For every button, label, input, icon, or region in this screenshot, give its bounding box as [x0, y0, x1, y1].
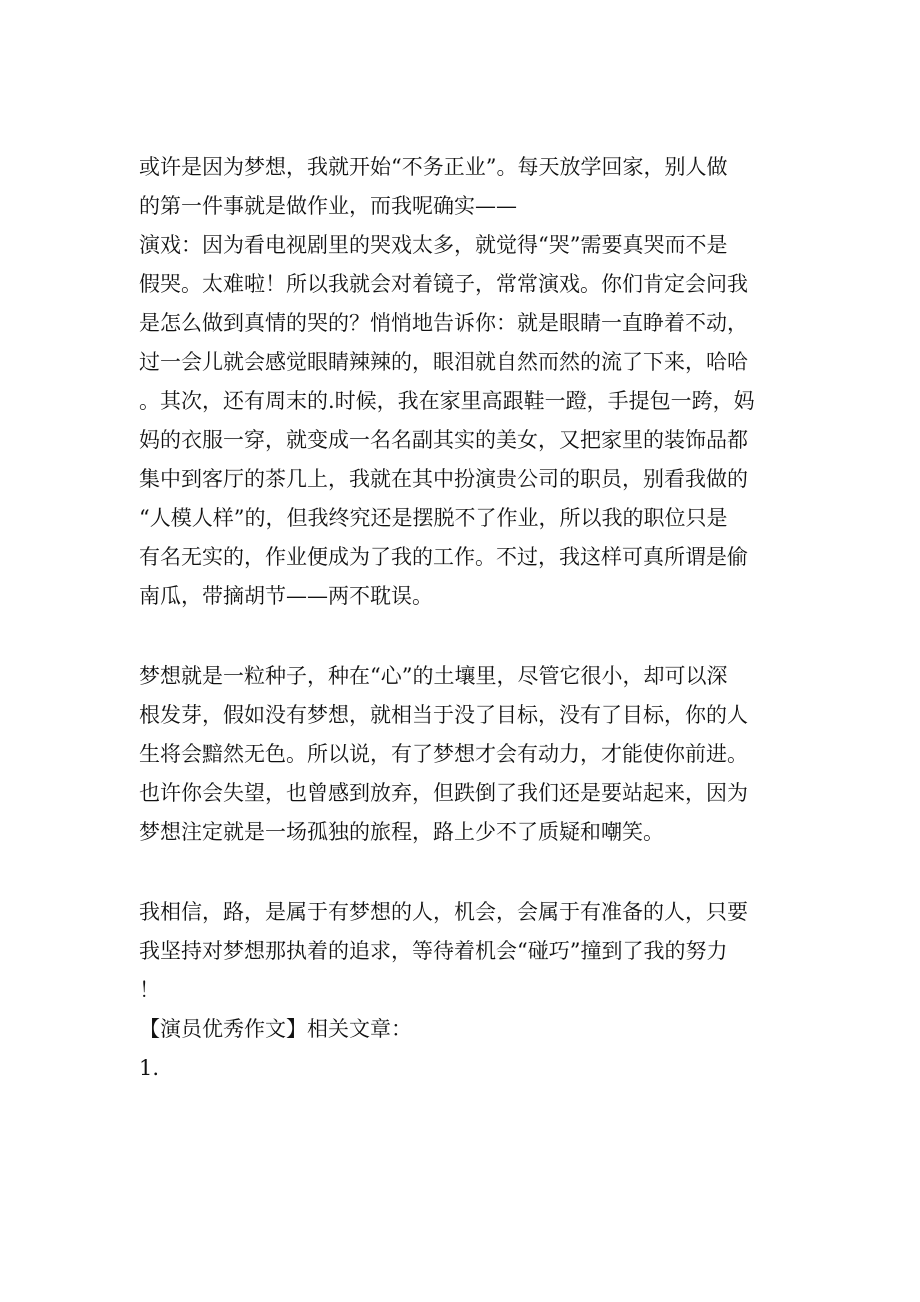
- text-line: 南瓜，带摘胡节——两不耽误。: [139, 584, 433, 608]
- paragraph-spacer: [139, 852, 789, 893]
- text-line: 过一会儿就会感觉眼睛辣辣的，眼泪就自然而然的流了下来，哈哈: [139, 350, 748, 374]
- text-line: 妈的衣服一穿，就变成一名名副其实的美女，又把家里的装饰品都: [139, 428, 748, 452]
- text-line: “人模人样”的，但我终究还是摆脱不了作业，所以我的职位只是: [139, 506, 728, 530]
- text-line: 我坚持对梦想那执着的追求，等待着机会“碰巧”撞到了我的努力: [139, 939, 728, 963]
- text-line: 或许是因为梦想，我就开始“不务正业”。每天放学回家，别人做: [139, 155, 728, 179]
- paragraph-1: [139, 148, 789, 616]
- text-line: 梦想就是一粒种子，种在“心”的土壤里，尽管它很小，却可以深: [139, 664, 728, 688]
- text-line: 假哭。太难啦！所以我就会对着镜子，常常演戏。你们肯定会问我: [139, 272, 748, 296]
- text-line: 梦想注定就是一场孤独的旅程，路上少不了质疑和嘲笑。: [139, 820, 664, 844]
- text-line: 也许你会失望，也曾感到放弃，但跌倒了我们还是要站起来，因为: [139, 781, 748, 805]
- text-line: 是怎么做到真情的哭的？悄悄地告诉你：就是眼睛一直睁着不动，: [139, 311, 748, 335]
- text-line: 根发芽，假如没有梦想，就相当于没了目标，没有了目标，你的人: [139, 703, 748, 727]
- text-line: 演戏：因为看电视剧里的哭戏太多，就觉得“哭”需要真哭而不是: [139, 233, 728, 257]
- text-line: ！: [139, 978, 160, 1002]
- text-line: 。其次，还有周末的.时候，我在家里高跟鞋一蹬，手提包一跨，妈: [139, 389, 755, 413]
- related-articles: [139, 1010, 789, 1088]
- article-body: [139, 148, 789, 1088]
- paragraph-2: [139, 657, 789, 852]
- text-line: 我相信，路，是属于有梦想的人，机会，会属于有准备的人，只要: [139, 900, 748, 924]
- paragraph-spacer: [139, 616, 789, 657]
- text-line: 集中到客厅的茶几上，我就在其中扮演贵公司的职员，别看我做的: [139, 467, 748, 491]
- text-line: 的第一件事就是做作业，而我呢确实——: [139, 194, 517, 218]
- paragraph-3: [139, 893, 789, 1010]
- related-heading: 【演员优秀作文】相关文章：: [139, 1017, 412, 1041]
- text-line: 生将会黯然无色。所以说，有了梦想才会有动力，才能使你前进。: [139, 742, 748, 766]
- text-line: 有名无实的，作业便成为了我的工作。不过，我这样可真所谓是偷: [139, 545, 748, 569]
- related-item-1[interactable]: 1.: [139, 1056, 160, 1080]
